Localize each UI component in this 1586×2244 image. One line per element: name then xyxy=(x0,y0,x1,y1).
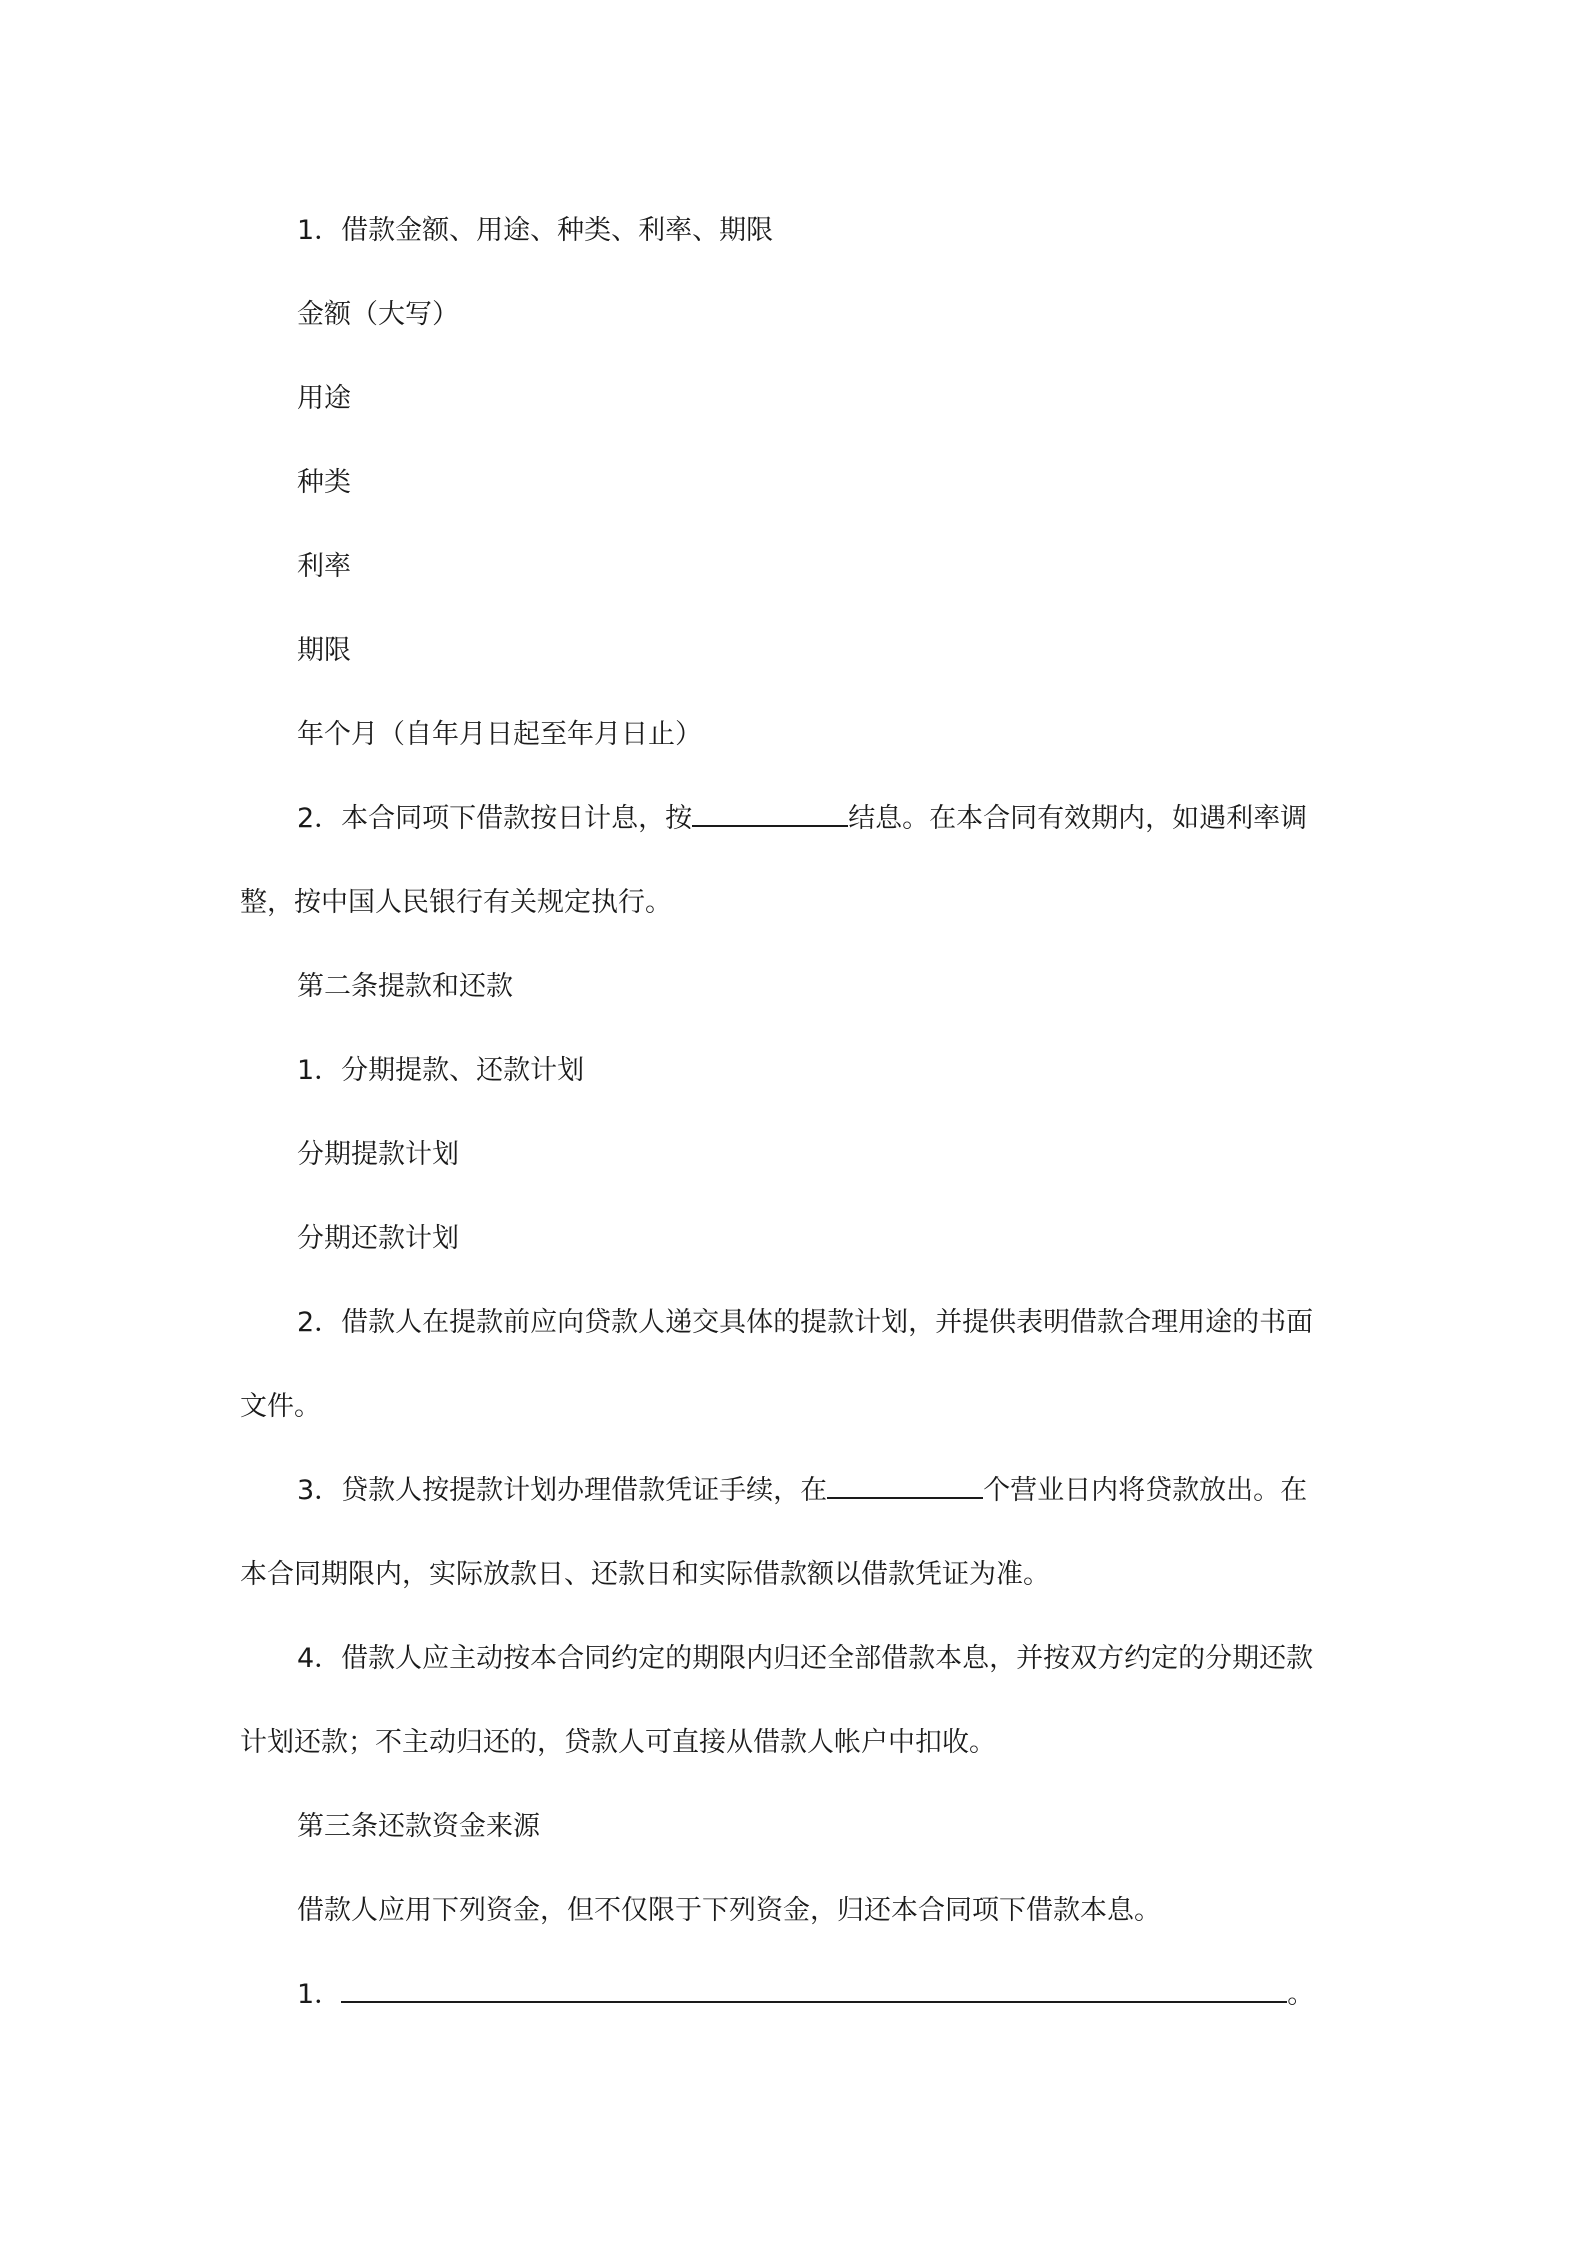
clause-2-2-line-2: 文件。 xyxy=(240,1391,321,1422)
funding-source-item-1 xyxy=(297,1981,1314,2008)
clause-2-3-text-after-blank: 个营业日内将贷款放出。在 xyxy=(983,1475,1308,1506)
funding-source-intro: 借款人应用下列资金，但不仅限于下列资金，归还本合同项下借款本息。 xyxy=(297,1895,1161,1926)
repayment-plan-label: 分期还款计划 xyxy=(297,1223,459,1254)
clause-2-4-line-2: 计划还款；不主动归还的，贷款人可直接从借款人帐户中扣收。 xyxy=(240,1727,996,1758)
term-label: 期限 xyxy=(297,635,351,666)
purpose-label: 用途 xyxy=(297,383,351,414)
clause-2-4-line-1: 4．借款人应主动按本合同约定的期限内归还全部借款本息，并按双方约定的分期还款 xyxy=(297,1643,1314,1674)
funding-source-blank xyxy=(341,1981,1287,2003)
clause-2-text-after-blank: 结息。在本合同有效期内，如遇利率调 xyxy=(848,803,1308,834)
term-period-line: 年个月（自年月日起至年月日止） xyxy=(297,719,702,750)
clause-2-line-1 xyxy=(297,805,1307,832)
type-label: 种类 xyxy=(297,467,351,498)
article-3-heading: 第三条还款资金来源 xyxy=(297,1811,540,1842)
drawdown-plan-label: 分期提款计划 xyxy=(297,1139,459,1170)
installment-plan-heading: 1．分期提款、还款计划 xyxy=(297,1055,585,1086)
rate-label: 利率 xyxy=(297,551,351,582)
clause-2-3-text-before-blank: 3．贷款人按提款计划办理借款凭证手续，在 xyxy=(297,1475,828,1506)
clause-1-heading: 1．借款金额、用途、种类、利率、期限 xyxy=(297,215,774,246)
clause-2-3-line-1 xyxy=(297,1477,1307,1504)
clause-2-text-before-blank: 2．本合同项下借款按日计息，按 xyxy=(297,803,693,834)
clause-2-line-2: 整，按中国人民银行有关规定执行。 xyxy=(240,887,672,918)
clause-2-2-line-1: 2．借款人在提款前应向贷款人递交具体的提款计划，并提供表明借款合理用途的书面 xyxy=(297,1307,1314,1338)
business-days-blank xyxy=(827,1477,983,1499)
amount-label: 金额（大写） xyxy=(297,299,459,330)
item-1-period: 。 xyxy=(1287,1979,1315,2010)
article-2-heading: 第二条提款和还款 xyxy=(297,971,513,1002)
settlement-blank xyxy=(692,805,848,827)
item-1-number: 1． xyxy=(297,1979,342,2010)
clause-2-3-line-2: 本合同期限内，实际放款日、还款日和实际借款额以借款凭证为准。 xyxy=(240,1559,1050,1590)
